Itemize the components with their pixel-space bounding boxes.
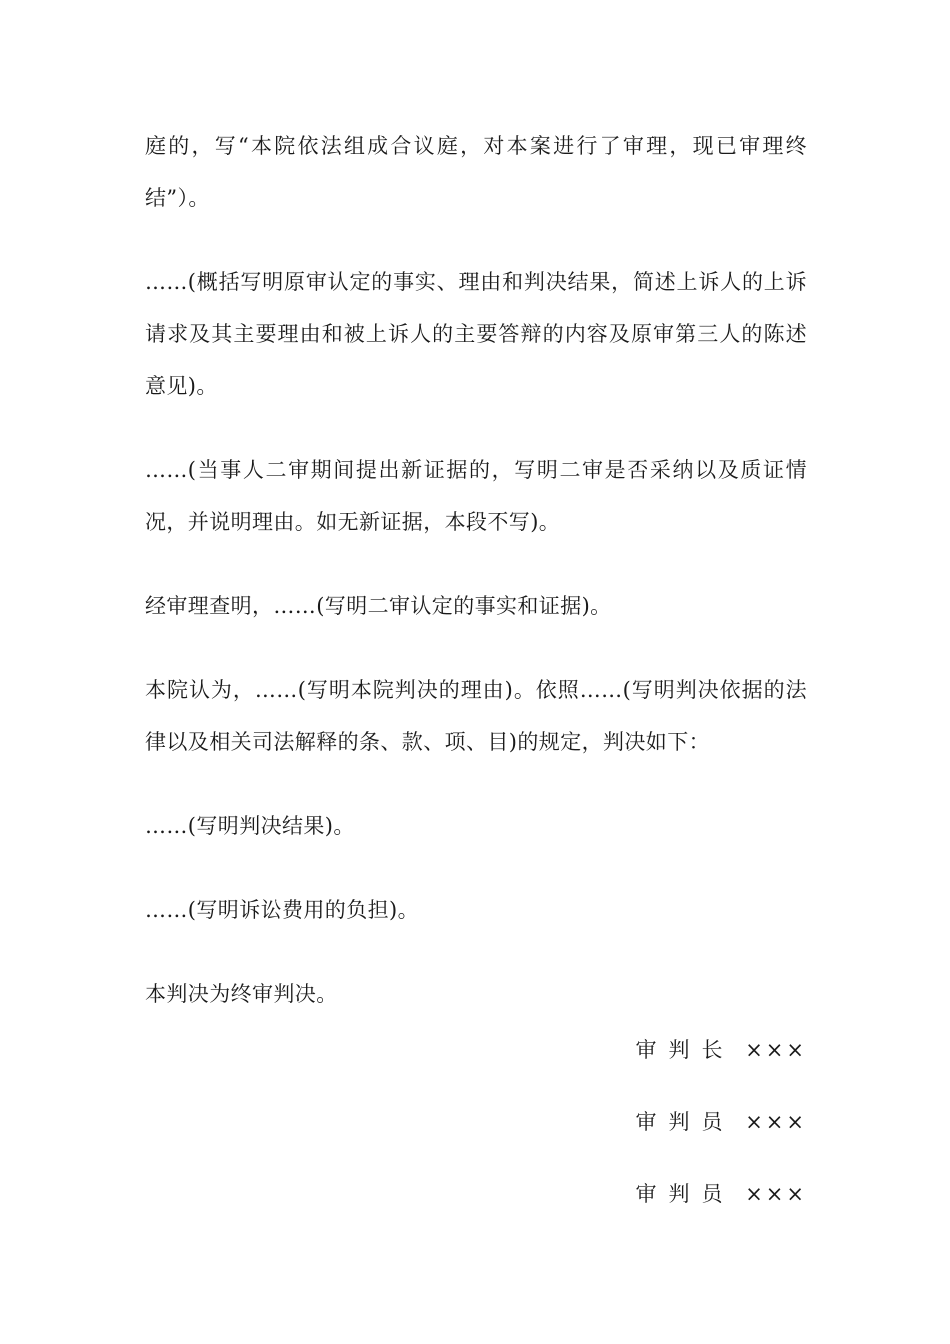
signature-title: 审判员 [635,1110,735,1134]
signature-title: 审判员 [635,1182,735,1206]
paragraph-litigation-costs: ……(写明诉讼费用的负担)。 [145,898,419,922]
signature-line-presiding-judge [636,1014,807,1086]
signature-title: 审判长 [635,1038,735,1062]
signature-name: ××× [745,1110,807,1134]
signature-line-judge-2 [636,1158,807,1230]
paragraph-tribunal-formation: 庭的，写“本院依法组成合议庭，对本案进行了审理，现已审理终结”）。 [145,134,807,210]
signature-name: ××× [745,1182,807,1206]
paragraph-original-trial-summary: ……(概括写明原审认定的事实、理由和判决结果，简述上诉人的上诉请求及其主要理由和被上诉人的主要答辩的内容及原审第三人的陈述意见)。 [145,270,807,398]
paragraph-judgment-result: ……(写明判决结果)。 [145,814,355,838]
signature-line-judge-1 [636,1086,807,1158]
paragraph-final-judgment: 本判决为终审判决。 [145,982,338,1006]
paragraph-new-evidence: ……(当事人二审期间提出新证据的，写明二审是否采纳以及质证情况，并说明理由。如无新证据，本段不写)。 [145,458,807,534]
signature-name: ××× [745,1038,807,1062]
signature-block [636,1014,807,1230]
judgment-body [145,120,807,1052]
paragraph-facts-found: 经审理查明，……(写明二审认定的事实和证据)。 [145,594,612,618]
paragraph-court-reasoning: 本院认为，……(写明本院判决的理由)。依照……(写明判决依据的法律以及相关司法解释的条、款、项、目)的规定，判决如下： [145,678,807,754]
